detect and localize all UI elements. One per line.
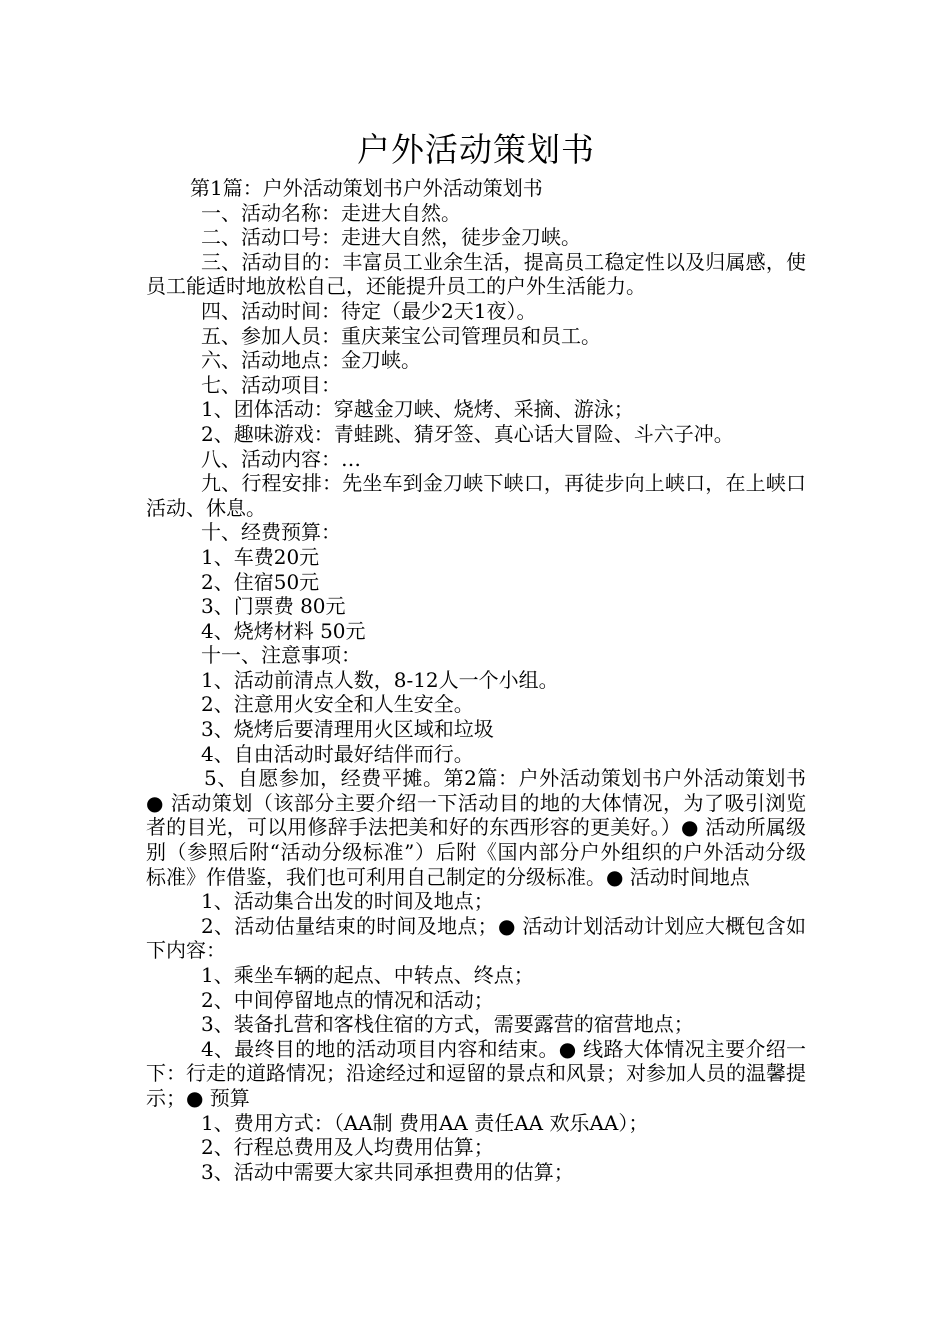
paragraph: 1、乘坐车辆的起点、中转点、终点； <box>201 963 534 987</box>
paragraph: 2、行程总费用及人均费用估算； <box>201 1135 494 1160</box>
paragraph: 2、中间停留地点的情况和活动； <box>201 987 494 1012</box>
paragraph: 七、活动项目： <box>201 372 341 397</box>
paragraph: 4、自由活动时最好结伴而行。 <box>201 741 474 766</box>
paragraph: 1、费用方式：（AA制 费用AA 责任AA 欢乐AA）； <box>201 1110 649 1135</box>
paragraph: 一、活动名称：走进大自然。 <box>201 200 461 225</box>
paragraph: 1、活动集合出发的时间及地点； <box>201 889 494 914</box>
paragraph: 1、团体活动：穿越金刀峡、烧烤、采摘、游泳； <box>201 397 634 422</box>
paragraph: 3、烧烤后要清理用火区域和垃圾 <box>201 717 494 742</box>
document-title: 户外活动策划书 <box>357 130 595 169</box>
paragraph: 2、注意用火安全和人生安全。 <box>201 692 474 717</box>
paragraph: 二、活动口号：走进大自然，徒步金刀峡。 <box>201 225 581 250</box>
paragraph: 九、行程安排：先坐车到金刀峡下峡口，再徒步向上峡口，在上峡口活动、休息。 <box>146 471 806 520</box>
paragraph: 5、自愿参加，经费平摊。第2篇：户外活动策划书户外活动策划书● 活动策划（该部分主要介绍一下活动目的地的大体情况，为了吸引浏览者的目光，可以用修辞手法把美和好的东西形容的更美好。）● 活动所属级别（参照后附“活动分级标准”）后附《国内部分户外组织的户外活动分级标准》作借鉴，我们也可利用自己制定的分级标准。● 活动时间地点 <box>146 766 806 889</box>
paragraph: 第1篇：户外活动策划书户外活动策划书 <box>190 176 543 200</box>
document-body <box>146 176 806 1184</box>
paragraph: 四、活动时间：待定（最少2天1夜）。 <box>201 298 537 323</box>
document-page <box>146 126 806 1184</box>
paragraph: 三、活动目的：丰富员工业余生活，提高员工稳定性以及归属感，使员工能适时地放松自己，还能提升员工的户外生活能力。 <box>146 249 806 299</box>
paragraph: 2、活动估量结束的时间及地点；● 活动计划活动计划应大概包含如下内容： <box>146 913 806 963</box>
paragraph: 2、住宿50元 <box>201 569 320 594</box>
paragraph: 3、门票费 80元 <box>201 594 346 619</box>
paragraph: 五、参加人员：重庆莱宝公司管理员和员工。 <box>201 323 601 348</box>
paragraph: 1、车费20元 <box>201 544 320 569</box>
paragraph: 2、趣味游戏：青蛙跳、猜牙签、真心话大冒险、斗六子冲。 <box>201 421 734 446</box>
paragraph: 十、经费预算： <box>201 520 341 545</box>
paragraph: 八、活动内容：… <box>201 446 361 471</box>
paragraph: 4、最终目的地的活动项目内容和结束。● 线路大体情况主要介绍一下：行走的道路情况；沿途经过和逗留的景点和风景；对参加人员的温馨提示；● 预算 <box>146 1036 806 1110</box>
paragraph: 1、活动前清点人数，8-12人一个小组。 <box>201 667 559 692</box>
paragraph: 3、活动中需要大家共同承担费用的估算； <box>201 1159 574 1184</box>
paragraph: 六、活动地点：金刀峡。 <box>201 348 421 373</box>
paragraph: 十一、注意事项： <box>201 643 361 668</box>
paragraph: 4、烧烤材料 50元 <box>201 618 366 643</box>
paragraph: 3、装备扎营和客栈住宿的方式，需要露营的宿营地点； <box>201 1012 694 1037</box>
